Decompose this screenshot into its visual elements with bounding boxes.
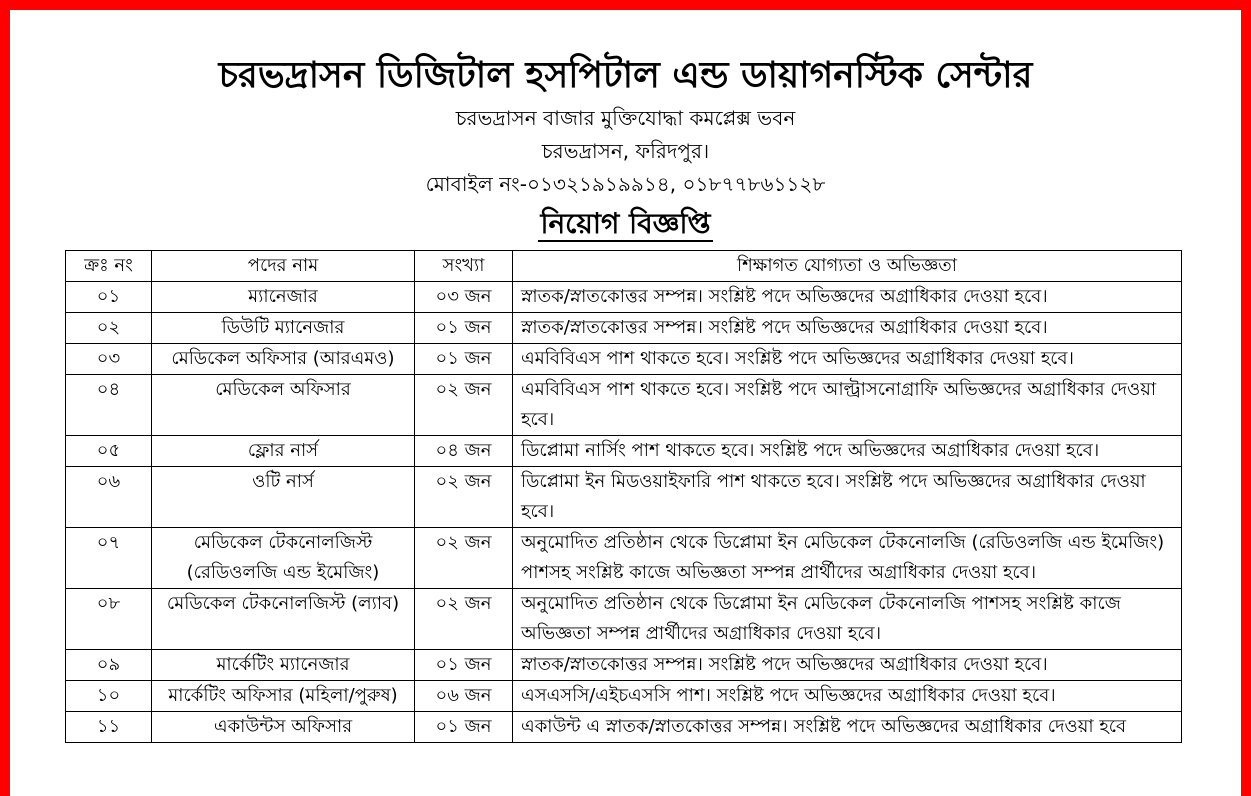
post-cell: মেডিকেল টেকনোলজিস্ট (ল্যাব) (152, 589, 415, 650)
requirement-cell: এমবিবিএস পাশ থাকতে হবে। সংশ্লিষ্ট পদে অভিজ্ঞদের অগ্রাধিকার দেওয়া হবে। (513, 344, 1182, 375)
table-row (66, 375, 1182, 436)
table-header-row (66, 251, 1182, 282)
post-cell: মেডিকেল অফিসার (152, 375, 415, 436)
post-cell: মার্কেটিং ম্যানেজার (152, 650, 415, 681)
requirement-cell: একাউন্ট এ স্নাতক/স্নাতকোত্তর সম্পন্ন। সংশ্লিষ্ট পদে অভিজ্ঞদের অগ্রাধিকার দেওয়া হবে (513, 712, 1182, 743)
post-cell: মেডিকেল অফিসার (আরএমও) (152, 344, 415, 375)
post-cell: ডিউটি ম্যানেজার (152, 313, 415, 344)
col-header-requirements: শিক্ষাগত যোগ্যতা ও অভিজ্ঞতা (513, 251, 1182, 282)
count-cell: ০৪ জন (415, 436, 513, 467)
serial-cell: ০৮ (66, 589, 152, 650)
requirement-cell: অনুমোদিত প্রতিষ্ঠান থেকে ডিপ্লোমা ইন মেডিকেল টেকনোলজি পাশসহ সংশ্লিষ্ট কাজে অভিজ্ঞতা সম্পন্ন প্রার্থীদের অগ্রাধিকার দেওয়া হবে। (513, 589, 1182, 650)
serial-cell: ০৭ (66, 528, 152, 589)
requirement-cell: অনুমোদিত প্রতিষ্ঠান থেকে ডিপ্লোমা ইন মেডিকেল টেকনোলজি (রেডিওলজি এন্ড ইমেজিং) পাশসহ সংশ্লিষ্ট কাজে অভিজ্ঞতা সম্পন্ন প্রার্থীদের অগ্রাধিকার দেওয়া হবে। (513, 528, 1182, 589)
table-row (66, 282, 1182, 313)
col-header-count: সংখ্যা (415, 251, 513, 282)
post-cell: মার্কেটিং অফিসার (মহিলা/পুরুষ) (152, 681, 415, 712)
serial-cell: ০৫ (66, 436, 152, 467)
table-row (66, 528, 1182, 589)
address-line-1: চরভদ্রাসন বাজার মুক্তিযোদ্ধা কমপ্লেক্স ভবন (455, 106, 796, 130)
serial-cell: ০৩ (66, 344, 152, 375)
post-cell: ওটি নার্স (152, 467, 415, 528)
table-row (66, 467, 1182, 528)
header (0, 50, 1251, 201)
notice-title-text: নিয়োগ বিজ্ঞপ্তি (540, 207, 711, 240)
requirement-cell: স্নাতক/স্নাতকোত্তর সম্পন্ন। সংশ্লিষ্ট পদে অভিজ্ঞদের অগ্রাধিকার দেওয়া হবে। (513, 282, 1182, 313)
serial-cell: ০৯ (66, 650, 152, 681)
count-cell: ০২ জন (415, 375, 513, 436)
count-cell: ০২ জন (415, 528, 513, 589)
job-table (65, 250, 1182, 743)
post-cell: একাউন্টস অফিসার (152, 712, 415, 743)
requirement-cell: ডিপ্লোমা নার্সিং পাশ থাকতে হবে। সংশ্লিষ্ট পদে অভিজ্ঞদের অগ্রাধিকার দেওয়া হবে। (513, 436, 1182, 467)
col-header-post: পদের নাম (152, 251, 415, 282)
table-row (66, 650, 1182, 681)
serial-cell: ০৪ (66, 375, 152, 436)
hospital-name: চরভদ্রাসন ডিজিটাল হসপিটাল এন্ড ডায়াগনস্টিক সেন্টার (218, 55, 1033, 96)
requirement-cell: ডিপ্লোমা ইন মিডওয়াইফারি পাশ থাকতে হবে। সংশ্লিষ্ট পদে অভিজ্ঞদের অগ্রাধিকার দেওয়া হবে। (513, 467, 1182, 528)
serial-cell: ০৬ (66, 467, 152, 528)
count-cell: ০২ জন (415, 467, 513, 528)
serial-cell: ০২ (66, 313, 152, 344)
count-cell: ০২ জন (415, 589, 513, 650)
count-cell: ০১ জন (415, 313, 513, 344)
serial-cell: ১০ (66, 681, 152, 712)
table-row (66, 712, 1182, 743)
count-cell: ০১ জন (415, 712, 513, 743)
count-cell: ০৬ জন (415, 681, 513, 712)
serial-cell: ১১ (66, 712, 152, 743)
count-cell: ০৩ জন (415, 282, 513, 313)
requirement-cell: স্নাতক/স্নাতকোত্তর সম্পন্ন। সংশ্লিষ্ট পদে অভিজ্ঞদের অগ্রাধিকার দেওয়া হবে। (513, 313, 1182, 344)
post-cell: ম্যানেজার (152, 282, 415, 313)
mobile-numbers: মোবাইল নং-০১৩২১৯১৯৯১৪, ০১৮৭৭৮৬১১২৮ (425, 172, 826, 196)
address-line-2: চরভদ্রাসন, ফরিদপুর। (541, 139, 710, 163)
table-row (66, 313, 1182, 344)
table-row (66, 436, 1182, 467)
requirement-cell: এসএসসি/এইচএসসি পাশ। সংশ্লিষ্ট পদে অভিজ্ঞদের অগ্রাধিকার দেওয়া হবে। (513, 681, 1182, 712)
requirement-cell: স্নাতক/স্নাতকোত্তর সম্পন্ন। সংশ্লিষ্ট পদে অভিজ্ঞদের অগ্রাধিকার দেওয়া হবে। (513, 650, 1182, 681)
count-cell: ০১ জন (415, 344, 513, 375)
col-header-serial: ক্রঃ নং (66, 251, 152, 282)
post-cell: মেডিকেল টেকনোলজিস্ট (রেডিওলজি এন্ড ইমেজিং) (152, 528, 415, 589)
table-row (66, 681, 1182, 712)
count-cell: ০১ জন (415, 650, 513, 681)
requirement-cell: এমবিবিএস পাশ থাকতে হবে। সংশ্লিষ্ট পদে আল্ট্রাসনোগ্রাফি অভিজ্ঞদের অগ্রাধিকার দেওয়া হবে। (513, 375, 1182, 436)
serial-cell: ০১ (66, 282, 152, 313)
post-cell: ফ্লোর নার্স (152, 436, 415, 467)
table-row (66, 589, 1182, 650)
notice-title (0, 202, 1251, 249)
table-row (66, 344, 1182, 375)
